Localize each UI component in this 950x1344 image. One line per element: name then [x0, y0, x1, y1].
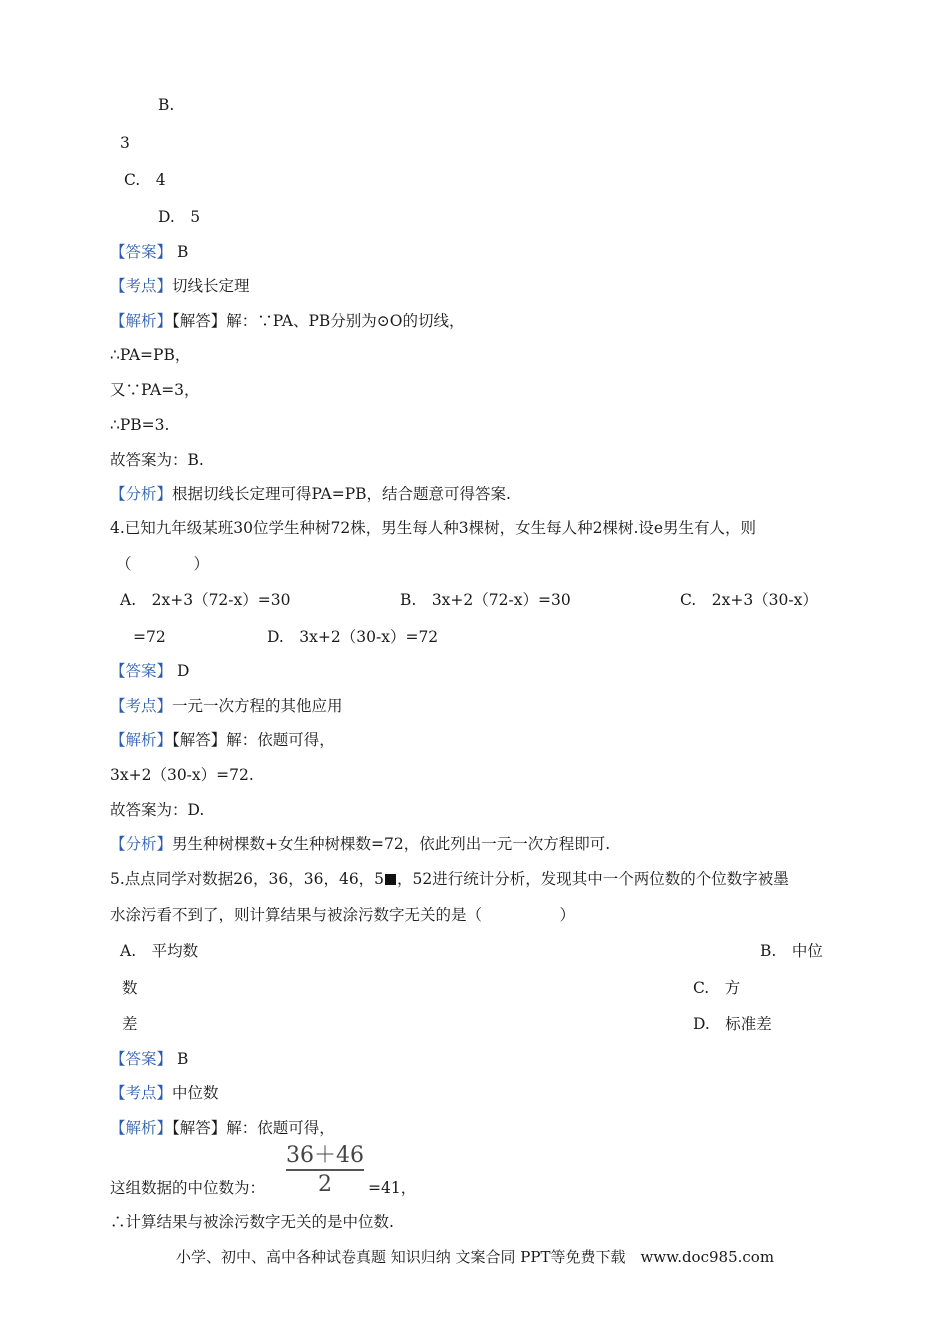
q5-option-c-cont: 差 — [122, 1015, 138, 1033]
fenxi-tag: 【分析】 — [110, 485, 173, 503]
analysis-head: 【解答】解：依题可得， — [172, 1119, 335, 1137]
analysis-tag: 【解析】 — [110, 1119, 173, 1137]
point-tag: 【考点】 — [110, 1084, 173, 1102]
fenxi-value: 根据切线长定理可得PA=PB，结合题意可得答案. — [172, 485, 511, 503]
q5-stem-line-1 — [110, 869, 789, 889]
q5-option-d: D. 标准差 — [693, 1015, 772, 1033]
q5-point — [110, 1083, 219, 1103]
q3-line-2: 又∵PA=3， — [110, 381, 200, 399]
q4-option-c-cont: =72 — [133, 628, 166, 646]
q4-option-b: B. 3x+2（72-x）=30 — [400, 591, 571, 609]
point-tag: 【考点】 — [110, 697, 173, 715]
ink-blot-icon — [385, 874, 396, 885]
analysis-head: 【解答】解：依题可得， — [172, 731, 335, 749]
q5-conclusion: ∴计算结果与被涂污数字无关的是中位数. — [110, 1213, 394, 1231]
q3-line-4: 故答案为：B. — [110, 451, 204, 469]
q4-stem-line-2: （ ） — [116, 555, 210, 573]
q5-analysis — [110, 1118, 335, 1138]
q5-option-c: C. 方 — [693, 979, 741, 997]
answer-value: B — [176, 243, 189, 261]
q3-fenxi — [110, 484, 511, 504]
answer-value: B — [176, 1050, 189, 1068]
q4-line-2: 故答案为：D. — [110, 801, 205, 819]
q3-line-1: ∴PA=PB， — [110, 346, 191, 364]
q4-answer — [110, 661, 189, 681]
fenxi-value: 男生种树棵数+女生种树棵数=72，依此列出一元一次方程即可. — [172, 835, 611, 853]
q4-option-d: D. 3x+2（30-x）=72 — [267, 628, 439, 646]
fraction-numerator: 36＋46 — [286, 1143, 364, 1168]
q4-analysis — [110, 730, 335, 750]
q4-line-1: 3x+2（30-x）=72. — [110, 766, 254, 784]
q3-analysis — [110, 311, 464, 331]
point-tag: 【考点】 — [110, 277, 173, 295]
point-value: 中位数 — [172, 1084, 219, 1102]
q5-stem-part-a: 5.点点同学对数据26，36，36，46，5 — [110, 870, 385, 888]
q5-median-label: 这组数据的中位数为： — [110, 1179, 266, 1197]
median-fraction — [286, 1144, 364, 1197]
q3-option-b-value: 3 — [120, 134, 130, 152]
answer-value: D — [176, 662, 190, 680]
fraction-denominator: 2 — [318, 1172, 332, 1197]
q4-fenxi — [110, 834, 610, 854]
answer-tag: 【答案】 — [110, 243, 173, 261]
answer-tag: 【答案】 — [110, 662, 173, 680]
q5-stem-part-b: ，52进行统计分析，发现其中一个两位数的个位数字被墨 — [397, 870, 789, 888]
answer-tag: 【答案】 — [110, 1050, 173, 1068]
q4-stem-line-1: 4.已知九年级某班30位学生种树72株，男生每人种3棵树，女生每人种2棵树.设e男生有人，则 — [110, 519, 757, 537]
analysis-tag: 【解析】 — [110, 731, 173, 749]
q3-line-3: ∴PB=3. — [110, 416, 170, 434]
q5-answer — [110, 1049, 188, 1069]
analysis-head: 【解答】解：∵PA、PB分别为⊙O的切线， — [172, 312, 465, 330]
point-value: 切线长定理 — [172, 277, 250, 295]
q5-option-a: A. 平均数 — [120, 942, 199, 960]
fraction-bar — [286, 1169, 364, 1171]
q4-option-a: A. 2x+3（72-x）=30 — [120, 591, 291, 609]
q4-option-c: C. 2x+3（30-x） — [680, 591, 818, 609]
q3-point — [110, 276, 250, 296]
page-footer: 小学、初中、高中各种试卷真题 知识归纳 文案合同 PPT等免费下载 www.doc985.com — [175, 1248, 775, 1266]
q5-stem-line-2: 水涂污看不到了，则计算结果与被涂污数字无关的是（ ） — [110, 906, 576, 924]
q3-option-c: C. 4 — [124, 171, 166, 189]
fenxi-tag: 【分析】 — [110, 835, 173, 853]
q5-median-result: =41， — [368, 1179, 417, 1197]
q4-point — [110, 696, 343, 716]
point-value: 一元一次方程的其他应用 — [172, 697, 343, 715]
q5-option-b: B. 中位 — [760, 942, 823, 960]
analysis-tag: 【解析】 — [110, 312, 173, 330]
q3-answer — [110, 242, 188, 262]
q5-option-b-cont: 数 — [122, 979, 138, 997]
q3-option-b: B. — [158, 96, 175, 114]
q3-option-d: D. 5 — [158, 208, 201, 226]
